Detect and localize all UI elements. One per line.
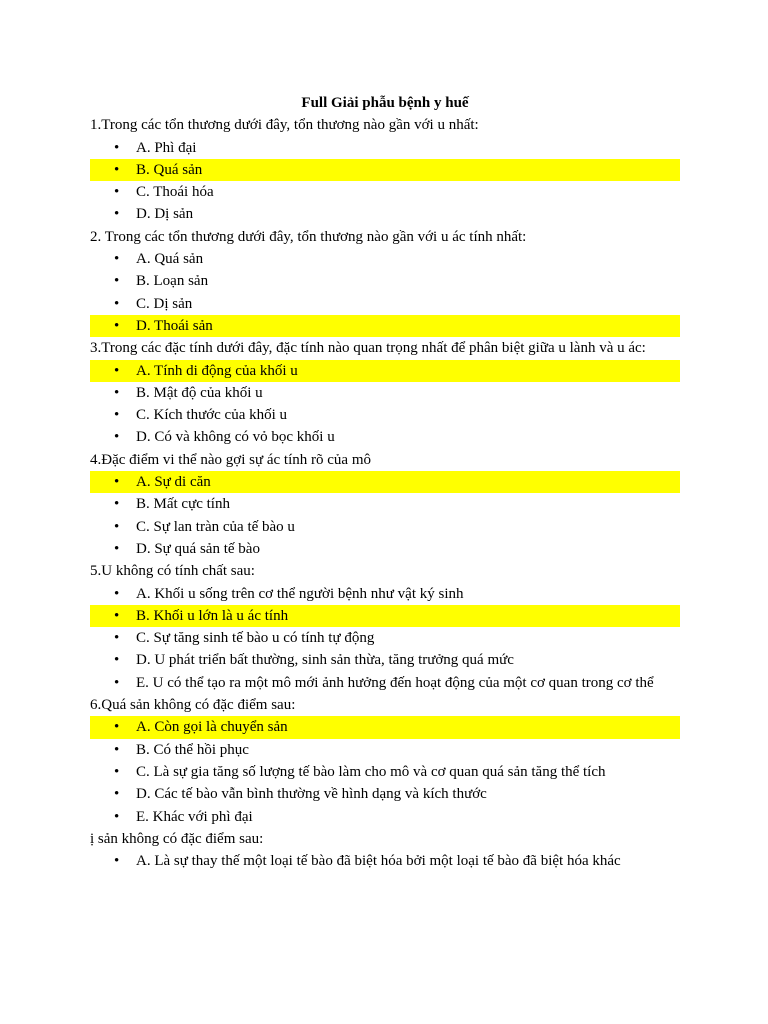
question-3-options <box>90 360 680 449</box>
option-text: C. Dị sản <box>136 295 193 312</box>
option <box>90 538 680 560</box>
option <box>90 806 680 828</box>
bullet-icon: • <box>114 674 120 691</box>
bullet-icon: • <box>114 184 120 201</box>
option-text: D. Thoái sản <box>136 317 213 334</box>
bullet-icon: • <box>114 295 120 312</box>
option <box>90 850 680 872</box>
option-text: C. Thoái hóa <box>136 184 214 201</box>
question-7-options <box>90 850 680 872</box>
option-text: A. Phì đại <box>136 139 197 156</box>
option-highlighted <box>90 471 680 493</box>
option-text: D. Có và không có vỏ bọc khối u <box>136 429 335 446</box>
option-text: B. Khối u lớn là u ác tính <box>136 607 289 624</box>
question-4-options <box>90 471 680 560</box>
option-text: C. Sự tăng sinh tế bào u có tính tự động <box>136 630 375 647</box>
option-text: A. Còn gọi là chuyển sản <box>136 719 288 736</box>
bullet-icon: • <box>114 407 120 424</box>
bullet-icon: • <box>114 652 120 669</box>
option-text: B. Mất cực tính <box>136 496 230 513</box>
option <box>90 783 680 805</box>
option-highlighted <box>90 605 680 627</box>
option <box>90 404 680 426</box>
bullet-icon: • <box>114 741 120 758</box>
option <box>90 270 680 292</box>
question-list <box>90 114 680 872</box>
question-2-options <box>90 248 680 337</box>
bullet-icon: • <box>114 362 120 379</box>
option-highlighted <box>90 360 680 382</box>
bullet-icon: • <box>114 786 120 803</box>
question-1: 1.Trong các tổn thương dưới đây, tổn thương nào gần với u nhất: <box>90 117 479 134</box>
option <box>90 382 680 404</box>
option-text: A. Khối u sống trên cơ thể người bệnh như vật ký sinh <box>136 585 464 602</box>
bullet-icon: • <box>114 273 120 290</box>
option-text: A. Tính di động của khối u <box>136 362 298 379</box>
bullet-icon: • <box>114 251 120 268</box>
option-text: A. Quá sản <box>136 251 204 268</box>
option-text: C. Là sự gia tăng số lượng tế bào làm cho mô và cơ quan quá sản tăng thể tích <box>136 763 606 780</box>
option <box>90 203 680 225</box>
option <box>90 672 680 694</box>
option <box>90 583 680 605</box>
option <box>90 649 680 671</box>
bullet-icon: • <box>114 763 120 780</box>
bullet-icon: • <box>114 317 120 334</box>
option <box>90 516 680 538</box>
question-5: 5.U không có tính chất sau: <box>90 563 255 580</box>
bullet-icon: • <box>114 518 120 535</box>
bullet-icon: • <box>114 585 120 602</box>
bullet-icon: • <box>114 607 120 624</box>
bullet-icon: • <box>114 540 120 557</box>
option-text: C. Sự lan tràn của tế bào u <box>136 518 295 535</box>
option-text: B. Có thể hồi phục <box>136 741 249 758</box>
option <box>90 627 680 649</box>
option-highlighted <box>90 716 680 738</box>
question-6: 6.Quá sản không có đặc điểm sau: <box>90 697 296 714</box>
option <box>90 426 680 448</box>
option-text: A. Là sự thay thế một loại tế bào đã biệt hóa bởi một loại tế bào đã biệt hóa khác <box>136 853 621 870</box>
question-7: ị sản không có đặc điểm sau: <box>90 830 264 847</box>
option <box>90 761 680 783</box>
question-3: 3.Trong các đặc tính dưới đây, đặc tính nào quan trọng nhất để phân biệt giữa u lành và u ác: <box>90 340 646 357</box>
option-text: C. Kích thước của khối u <box>136 407 288 424</box>
option-text: B. Loạn sản <box>136 273 209 290</box>
bullet-icon: • <box>114 161 120 178</box>
bullet-icon: • <box>114 853 120 870</box>
option <box>90 248 680 270</box>
option <box>90 293 680 315</box>
option-text: D. Các tế bào vẫn bình thường về hình dạng và kích thước <box>136 786 487 803</box>
bullet-icon: • <box>114 429 120 446</box>
option-text: B. Mật độ của khối u <box>136 384 263 401</box>
question-6-options <box>90 716 680 827</box>
question-1-options <box>90 137 680 226</box>
bullet-icon: • <box>114 206 120 223</box>
option-text: D. U phát triển bất thường, sinh sản thừa, tăng trưởng quá mức <box>136 652 514 669</box>
option <box>90 493 680 515</box>
document-title: Full Giải phẫu bệnh y huế <box>301 95 469 111</box>
option-text: E. U có thể tạo ra một mô mới ảnh hưởng đến hoạt động của một cơ quan trong cơ thể <box>136 674 654 691</box>
bullet-icon: • <box>114 384 120 401</box>
option <box>90 739 680 761</box>
document-content <box>90 92 680 872</box>
option-text: A. Sự di căn <box>136 474 211 491</box>
bullet-icon: • <box>114 719 120 736</box>
question-4: 4.Đặc điểm vi thể nào gợi sự ác tính rõ của mô <box>90 451 371 468</box>
option <box>90 181 680 203</box>
option-text: B. Quá sản <box>136 161 203 178</box>
option-text: D. Dị sản <box>136 206 194 223</box>
bullet-icon: • <box>114 496 120 513</box>
option-highlighted <box>90 159 680 181</box>
option-text: D. Sự quá sản tế bào <box>136 540 260 557</box>
bullet-icon: • <box>114 139 120 156</box>
option-highlighted <box>90 315 680 337</box>
bullet-icon: • <box>114 630 120 647</box>
option-text: E. Khác với phì đại <box>136 808 253 825</box>
bullet-icon: • <box>114 474 120 491</box>
question-5-options <box>90 583 680 694</box>
bullet-icon: • <box>114 808 120 825</box>
question-2: 2. Trong các tổn thương dưới đây, tổn thương nào gần với u ác tính nhất: <box>90 228 527 245</box>
option <box>90 137 680 159</box>
